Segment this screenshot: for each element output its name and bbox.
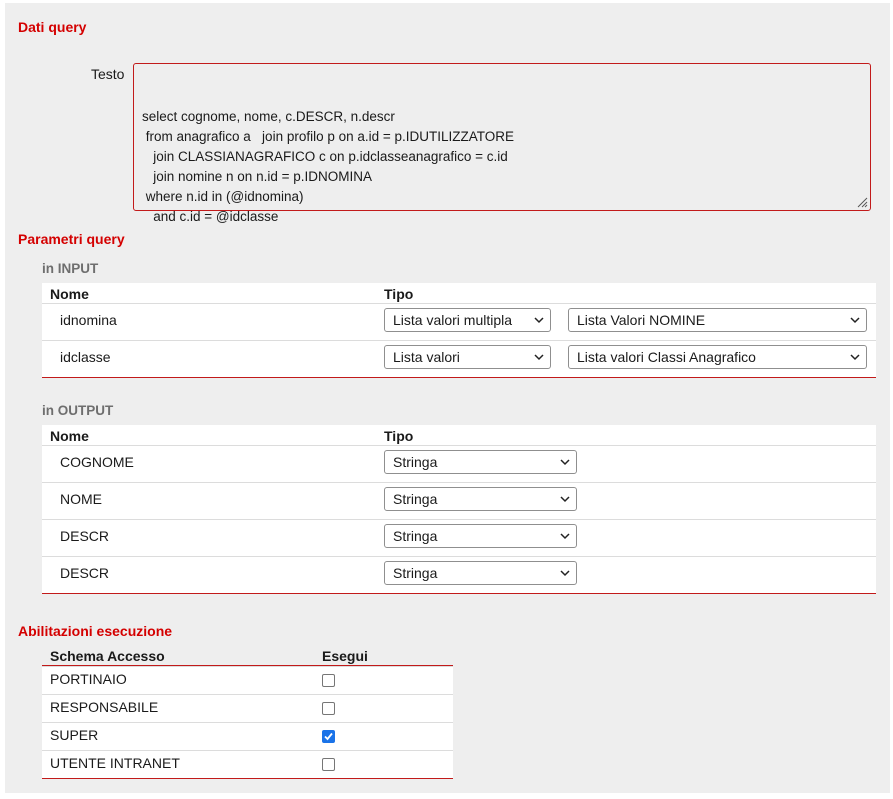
check-icon: [324, 732, 333, 741]
dati-query-title: Dati query: [18, 19, 87, 35]
table-row: [42, 303, 876, 340]
chevron-down-icon: [560, 570, 570, 576]
testo-label: Testo: [91, 66, 125, 82]
col-nome-header: Nome: [50, 428, 89, 444]
col-schema-header: Schema Accesso: [50, 648, 165, 664]
output-section-title: in OUTPUT: [42, 403, 114, 418]
table-row: [42, 519, 876, 556]
chevron-down-icon: [534, 354, 544, 360]
param-name: idclasse: [60, 349, 111, 365]
param-name: COGNOME: [60, 454, 134, 470]
tipo-select[interactable]: [384, 450, 577, 474]
col-tipo-header: Tipo: [384, 286, 414, 302]
tipo-select[interactable]: [384, 487, 577, 511]
output-table-header: [42, 425, 876, 445]
input-section-title: in INPUT: [42, 261, 99, 276]
table-row: [42, 482, 876, 519]
lista-select[interactable]: [568, 308, 867, 332]
tipo-select-value: Stringa: [393, 491, 438, 507]
chevron-down-icon: [560, 459, 570, 465]
col-tipo-header: Tipo: [384, 428, 414, 444]
esegui-checkbox[interactable]: [322, 674, 335, 687]
chevron-down-icon: [850, 354, 860, 360]
table-row: [42, 556, 876, 593]
lista-select-value: Lista valori Classi Anagrafico: [577, 349, 756, 365]
chevron-down-icon: [534, 317, 544, 323]
esegui-checkbox[interactable]: [322, 730, 335, 743]
chevron-down-icon: [560, 533, 570, 539]
tipo-select[interactable]: [384, 308, 551, 332]
resize-grip-icon[interactable]: [856, 196, 868, 208]
query-text: select cognome, nome, c.DESCR, n.descr from anagrafico a join profilo p on a.id = p.IDUTILIZZATORE join CLASSIANAGRAFICO c on p.idclasseanagrafico = c.id join nomine n on n.id = p.IDNOMINA where n.id in (@idnomina) and c.id = @idclasse: [142, 109, 515, 224]
query-text-area[interactable]: [133, 63, 871, 224]
tipo-select[interactable]: [384, 524, 577, 548]
schema-name: RESPONSABILE: [50, 699, 159, 715]
param-name: idnomina: [60, 312, 117, 328]
esegui-checkbox[interactable]: [322, 702, 335, 715]
lista-select-value: Lista Valori NOMINE: [577, 312, 706, 328]
chevron-down-icon: [850, 317, 860, 323]
esegui-checkbox[interactable]: [322, 758, 335, 771]
table-row: [42, 722, 453, 750]
tipo-select-value: Lista valori multipla: [393, 312, 513, 328]
abilitazioni-title: Abilitazioni esecuzione: [18, 623, 173, 639]
table-row: [42, 750, 453, 778]
input-params-table: [42, 283, 876, 378]
tipo-select-value: Stringa: [393, 528, 438, 544]
tipo-select-value: Lista valori: [393, 349, 460, 365]
parametri-query-title: Parametri query: [18, 231, 125, 247]
schema-name: SUPER: [50, 727, 99, 743]
tipo-select[interactable]: [384, 345, 551, 369]
tipo-select-value: Stringa: [393, 454, 438, 470]
col-esegui-header: Esegui: [322, 648, 368, 664]
tipo-select-value: Stringa: [393, 565, 438, 581]
col-nome-header: Nome: [50, 286, 89, 302]
chevron-down-icon: [560, 496, 570, 502]
tipo-select[interactable]: [384, 561, 577, 585]
table-row: [42, 694, 453, 722]
param-name: NOME: [60, 491, 102, 507]
table-row: [42, 666, 453, 694]
table-row: [42, 445, 876, 482]
abilitazioni-table-header: [42, 644, 453, 666]
lista-select[interactable]: [568, 345, 867, 369]
table-row: [42, 340, 876, 377]
schema-name: UTENTE INTRANET: [50, 755, 180, 771]
input-table-header: [42, 283, 876, 303]
output-params-table: [42, 425, 876, 594]
param-name: DESCR: [60, 528, 110, 544]
abilitazioni-table: [42, 644, 453, 779]
schema-name: PORTINAIO: [50, 671, 127, 687]
param-name: DESCR: [60, 565, 110, 581]
